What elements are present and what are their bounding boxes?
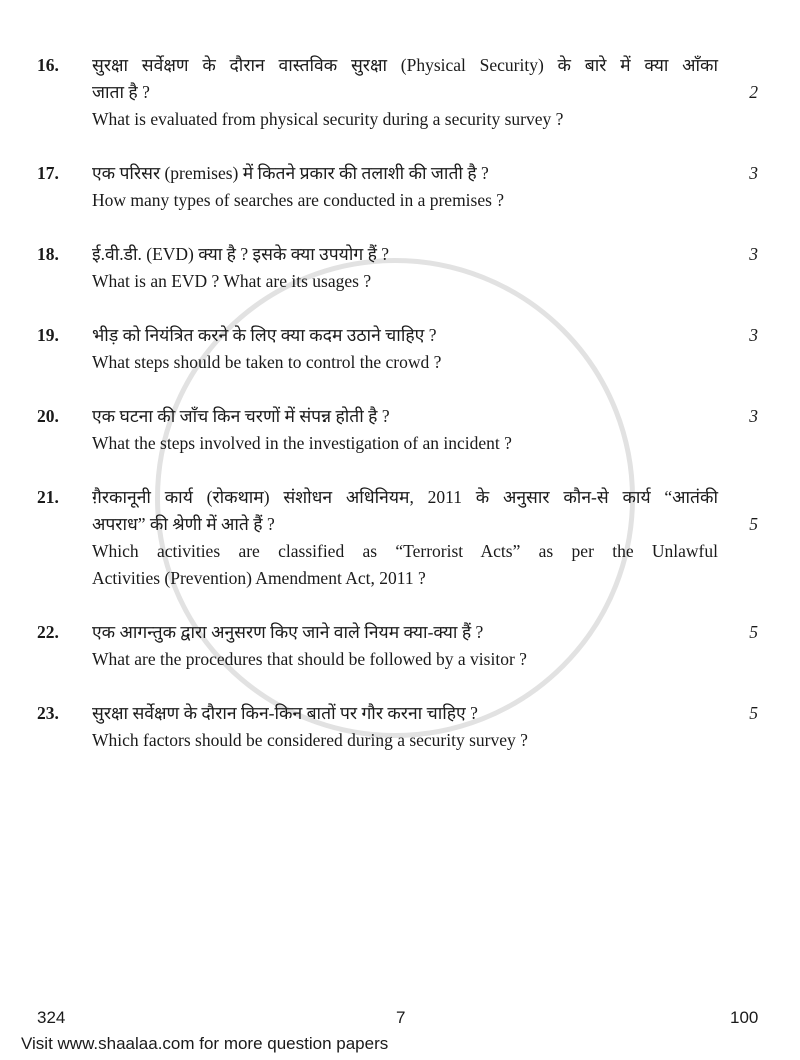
hindi-text-line: अपराध” की श्रेणी में आते हैं ? <box>92 514 275 534</box>
question-21 <box>0 484 800 592</box>
question-number: 18. <box>37 244 59 264</box>
marks: 3 <box>749 325 758 345</box>
question-text <box>92 322 718 376</box>
question-17 <box>0 160 800 214</box>
hindi-text-line: एक आगन्तुक द्वारा अनुसरण किए जाने वाले नियम क्या-क्या हैं ? <box>92 622 484 642</box>
question-text <box>92 160 718 214</box>
marks: 3 <box>749 163 758 183</box>
marks: 5 <box>749 514 758 534</box>
page-number: 7 <box>396 1008 406 1027</box>
marks: 2 <box>749 82 758 102</box>
question-19 <box>0 322 800 376</box>
hindi-text-line: सुरक्षा सर्वेक्षण के दौरान वास्तविक सुरक्षा (Physical Security) के बारे में क्या आँका <box>92 55 718 75</box>
question-number: 21. <box>37 487 59 507</box>
english-text-line: What the steps involved in the investigation of an incident ? <box>92 433 512 453</box>
question-number: 23. <box>37 703 59 723</box>
english-text-line: What are the procedures that should be followed by a visitor ? <box>92 649 527 669</box>
english-text-line: Which factors should be considered during a security survey ? <box>92 730 528 750</box>
hindi-text-line: एक परिसर (premises) में कितने प्रकार की तलाशी की जाती है ? <box>92 163 489 183</box>
question-22 <box>0 619 800 673</box>
visit-link[interactable]: Visit www.shaalaa.com for more question papers <box>21 1034 389 1053</box>
question-20 <box>0 403 800 457</box>
question-text <box>92 241 718 295</box>
question-list <box>0 52 800 781</box>
question-number: 17. <box>37 163 59 183</box>
english-text-line: What is evaluated from physical security during a security survey ? <box>92 109 564 129</box>
hindi-text-line: सुरक्षा सर्वेक्षण के दौरान किन-किन बातों पर गौर करना चाहिए ? <box>92 703 478 723</box>
question-number: 19. <box>37 325 59 345</box>
hindi-text-line: जाता है ? <box>92 82 150 102</box>
question-18 <box>0 241 800 295</box>
question-number: 22. <box>37 622 59 642</box>
hindi-text-line: ई.वी.डी. (EVD) क्या है ? इसके क्या उपयोग हैं ? <box>92 244 390 264</box>
paper-code: 324 <box>37 1008 66 1027</box>
question-text <box>92 403 718 457</box>
english-text-line: Which activities are classified as “Terrorist Acts” as per the Unlawful <box>92 541 718 561</box>
question-text <box>92 484 718 592</box>
hindi-text-line: भीड़ को नियंत्रित करने के लिए क्या कदम उठाने चाहिए ? <box>92 325 437 345</box>
english-text-line: What steps should be taken to control the crowd ? <box>92 352 442 372</box>
marks: 3 <box>749 406 758 426</box>
question-23 <box>0 700 800 754</box>
question-number: 20. <box>37 406 59 426</box>
question-text <box>92 700 718 754</box>
question-16 <box>0 52 800 133</box>
marks: 5 <box>749 703 758 723</box>
english-text-line: How many types of searches are conducted in a premises ? <box>92 190 505 210</box>
hindi-text-line: एक घटना की जाँच किन चरणों में संपन्न होती है ? <box>92 406 390 426</box>
question-number: 16. <box>37 55 59 75</box>
marks: 3 <box>749 244 758 264</box>
hindi-text-line: ग़ैरकानूनी कार्य (रोकथाम) संशोधन अधिनियम, 2011 के अनुसार कौन-से कार्य “आतंकी <box>92 487 718 507</box>
english-text-line: What is an EVD ? What are its usages ? <box>92 271 372 291</box>
total-marks: 100 <box>730 1008 759 1027</box>
question-text <box>92 619 718 673</box>
question-text <box>92 52 718 133</box>
marks: 5 <box>749 622 758 642</box>
english-text-line: Activities (Prevention) Amendment Act, 2011 ? <box>92 568 426 588</box>
